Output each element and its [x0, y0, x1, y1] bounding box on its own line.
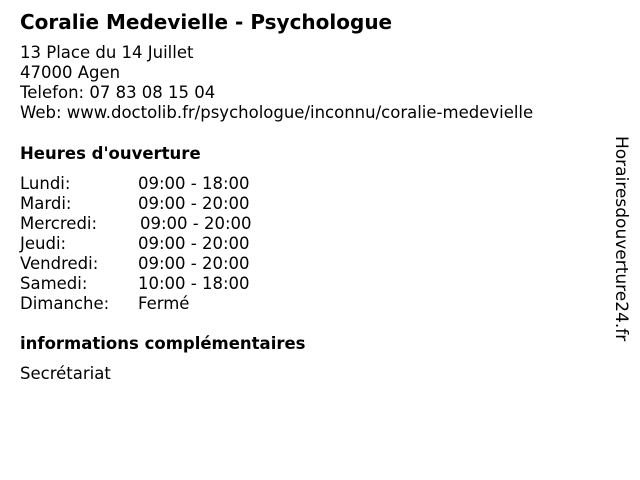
- time-value: 09:00 - 20:00: [138, 194, 250, 213]
- hours-row-friday: [20, 254, 320, 274]
- website-link[interactable]: Web: www.doctolib.fr/psychologue/inconnu/coralie-medevielle: [20, 103, 534, 122]
- day-label: Lundi:: [20, 174, 71, 193]
- day-label: Vendredi:: [20, 254, 99, 273]
- day-label: Jeudi:: [20, 234, 67, 253]
- city-address: 47000 Agen: [20, 63, 121, 82]
- page-title: Coralie Medevielle - Psychologue: [20, 10, 393, 34]
- day-label: Mercredi:: [20, 214, 98, 233]
- hours-row-thursday: [20, 234, 320, 254]
- additional-info-heading: informations complémentaires: [20, 334, 306, 353]
- phone-number: Telefon: 07 83 08 15 04: [20, 83, 216, 102]
- address-block: [20, 43, 533, 123]
- site-watermark: Horairesdouverture24.fr: [611, 136, 631, 342]
- time-value: 09:00 - 18:00: [138, 174, 250, 193]
- hours-row-saturday: [20, 274, 320, 294]
- street-address: 13 Place du 14 Juillet: [20, 43, 194, 62]
- time-value: 09:00 - 20:00: [140, 214, 252, 233]
- opening-hours-list: [20, 174, 320, 314]
- time-value: 09:00 - 20:00: [138, 234, 250, 253]
- time-value: 10:00 - 18:00: [138, 274, 250, 293]
- hours-row-sunday: [20, 294, 320, 314]
- time-value: 09:00 - 20:00: [138, 254, 250, 273]
- additional-info-text: Secrétariat: [20, 364, 111, 383]
- time-value: Fermé: [138, 294, 190, 313]
- hours-row-wednesday: [20, 214, 320, 234]
- hours-row-monday: [20, 174, 320, 194]
- hours-row-tuesday: [20, 194, 320, 214]
- day-label: Mardi:: [20, 194, 72, 213]
- day-label: Samedi:: [20, 274, 88, 293]
- opening-hours-heading: Heures d'ouverture: [20, 144, 201, 163]
- day-label: Dimanche:: [20, 294, 110, 313]
